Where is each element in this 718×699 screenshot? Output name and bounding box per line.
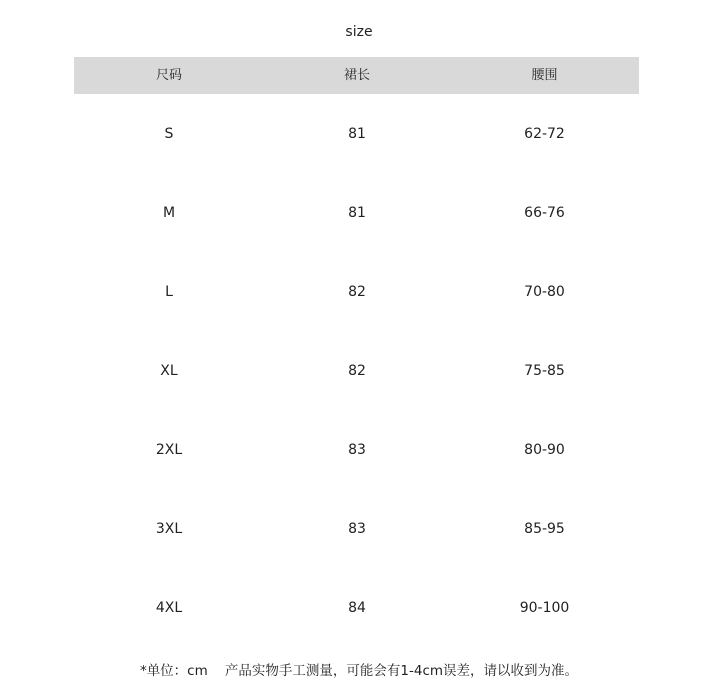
header-size: 尺码 — [155, 68, 182, 83]
cell-waist: 85-95 — [524, 520, 565, 537]
cell-waist: 75-85 — [524, 362, 565, 379]
header-waist: 腰围 — [531, 68, 558, 83]
cell-size: M — [162, 204, 176, 221]
cell-size: 3XL — [155, 520, 183, 537]
table-row — [74, 252, 639, 331]
cell-skirt-length: 83 — [348, 441, 366, 458]
table-header-row — [74, 57, 639, 94]
header-skirt-length: 裙长 — [343, 68, 370, 83]
table-row — [74, 94, 639, 173]
cell-size: XL — [160, 362, 178, 379]
measurement-note: *单位：cm 产品实物手工测量，可能会有1-4cm误差，请以收到为准。 — [139, 663, 579, 679]
chart-title: size — [345, 24, 373, 40]
cell-skirt-length: 81 — [348, 204, 366, 221]
cell-skirt-length: 83 — [348, 520, 366, 537]
cell-skirt-length: 84 — [348, 599, 366, 616]
size-table — [74, 57, 639, 616]
table-row — [74, 489, 639, 568]
cell-skirt-length: 81 — [348, 125, 366, 142]
cell-waist: 62-72 — [524, 125, 565, 142]
table-row — [74, 173, 639, 252]
table-row — [74, 410, 639, 489]
cell-size: 2XL — [155, 441, 183, 458]
table-row — [74, 331, 639, 410]
cell-waist: 70-80 — [524, 283, 565, 300]
cell-skirt-length: 82 — [348, 362, 366, 379]
cell-waist: 66-76 — [524, 204, 565, 221]
cell-size: S — [164, 125, 174, 142]
cell-size: 4XL — [155, 599, 183, 616]
table-body — [74, 94, 639, 647]
cell-size: L — [165, 283, 173, 300]
table-row — [74, 568, 639, 647]
cell-skirt-length: 82 — [348, 283, 366, 300]
cell-waist: 90-100 — [519, 599, 570, 616]
cell-waist: 80-90 — [524, 441, 565, 458]
